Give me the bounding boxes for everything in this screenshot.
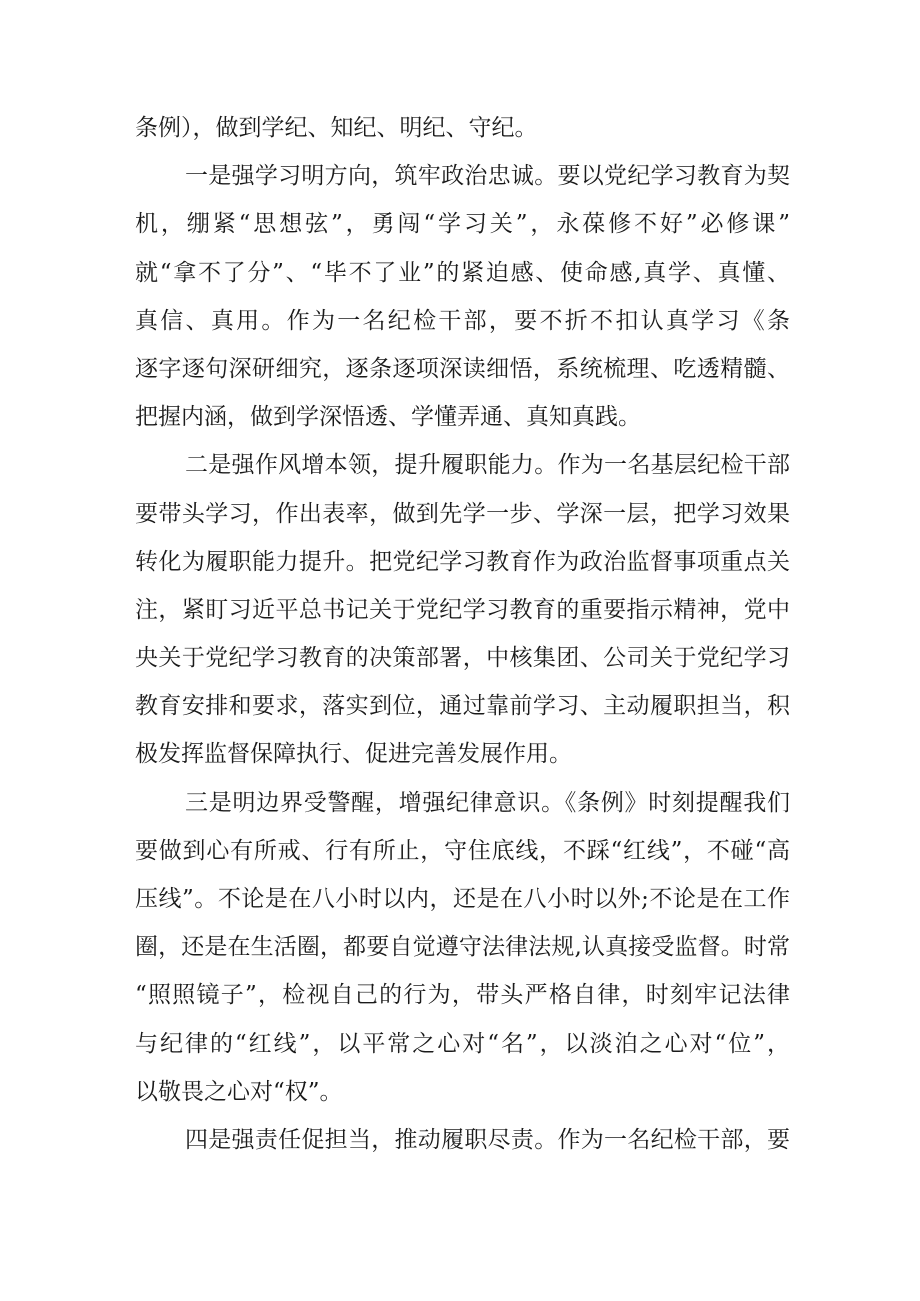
- text-line: 以敬畏之心对“权”。: [135, 1078, 343, 1105]
- paragraph-responsibility: [135, 1116, 790, 1164]
- text-line: 四是强责任促担当，推动履职尽责。作为一名纪检干部，要: [185, 1126, 790, 1153]
- text-line: 机，绷紧“思想弦”，勇闯“学习关”，永葆修不好”必修课”: [135, 211, 790, 238]
- text-line: 央关于党纪学习教育的决策部署，中核集团、公司关于党纪学习: [135, 645, 790, 672]
- text-line: 真信、真用。作为一名纪检干部，要不折不扣认真学习《条: [135, 307, 790, 334]
- text-line: 二是强作风增本领，提升履职能力。作为一名基层纪检干部: [185, 452, 790, 479]
- text-line: 教育安排和要求，落实到位，通过靠前学习、主动履职担当，积: [135, 693, 790, 720]
- paragraph-style: [135, 441, 790, 778]
- paragraph-boundary: [135, 779, 790, 1116]
- text-line: 就“拿不了分”、“毕不了业”的紧迫感、使命感,真学、真懂、: [135, 259, 790, 286]
- text-line: 压线”。不论是在八小时以内，还是在八小时以外;不论是在工作: [135, 886, 790, 912]
- text-line: 逐字逐句深研细究，逐条逐项深读细悟，系统梳理、吃透精髓、: [135, 355, 790, 382]
- document-page: [135, 104, 790, 1164]
- text-line: 转化为履职能力提升。把党纪学习教育作为政治监督事项重点关: [135, 548, 790, 575]
- text-line: 把握内涵，做到学深悟透、学懂弄通、真知真践。: [135, 404, 641, 431]
- paragraph-study: [135, 152, 790, 441]
- text-line: 与纪律的“红线”，以平常之心对“名”，以淡泊之心对“位”，: [135, 1030, 790, 1057]
- paragraph-continuation: [135, 104, 790, 152]
- text-line: 要做到心有所戒、行有所止，守住底线，不踩“红线”，不碰“高: [135, 837, 790, 864]
- text-line: “照照镜子”，检视自己的行为，带头严格自律，时刻牢记法律: [135, 982, 790, 1009]
- text-line: 极发挥监督保障执行、促进完善发展作用。: [135, 741, 572, 768]
- text-line: 条例），做到学纪、知纪、明纪、守纪。: [135, 115, 538, 141]
- text-line: 圈，还是在生活圈，都要自觉遵守法律法规,认真接受监督。时常: [135, 934, 790, 961]
- text-line: 要带头学习，作出表率，做到先学一步、学深一层，把学习效果: [135, 500, 790, 527]
- text-line: 注，紧盯习近平总书记关于党纪学习教育的重要指示精神，党中: [135, 596, 790, 623]
- text-line: 一是强学习明方向，筑牢政治忠诚。要以党纪学习教育为契: [185, 163, 790, 190]
- text-line: 三是明边界受警醒，增强纪律意识。《条例》时刻提醒我们: [185, 789, 790, 816]
